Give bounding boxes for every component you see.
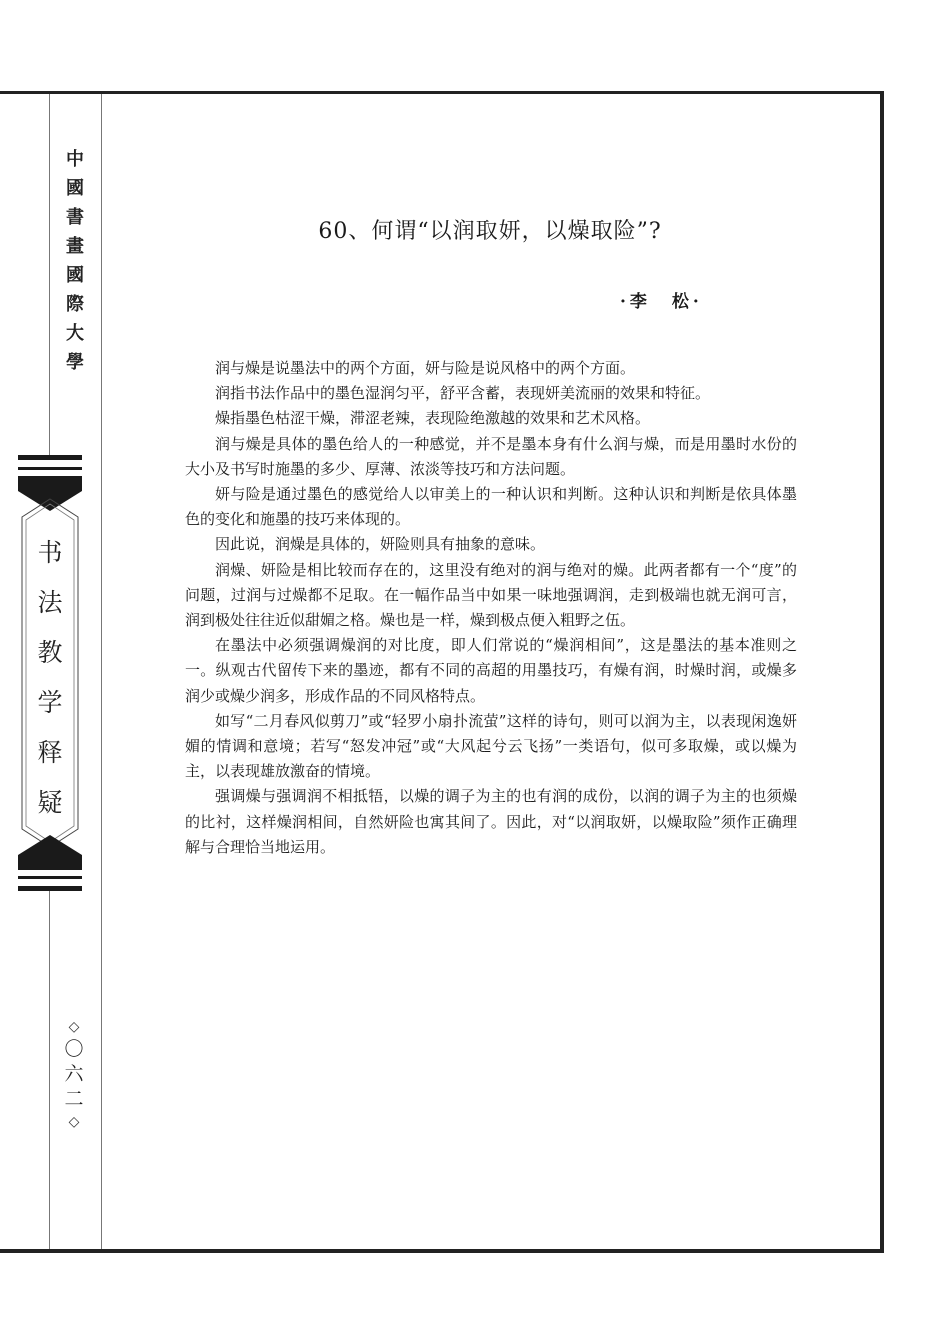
page-number-char: 六 [64,1063,84,1085]
article-author: ·李 松· [620,292,703,312]
paragraph: 润与燥是说墨法中的两个方面，妍与险是说风格中的两个方面。 [215,359,636,377]
diamond-icon: ◇ [68,1114,80,1130]
paragraph: 妍与险是通过墨色的感觉给人以审美上的一种认识和判断。这种认识和判断是依具体墨色的变化和施墨的技巧来体现的。 [185,485,797,529]
series-title-char: 書 [66,207,84,228]
paragraph: 润与燥是具体的墨色给人的一种感觉，并不是墨本身有什么润与燥，而是用墨时水份的大小及书写时施墨的多少、厚薄、浓淡等技巧和方法问题。 [185,434,797,478]
page-frame-right [880,91,884,1253]
page-number-char: 〇 [64,1038,84,1060]
paragraph: 如写“二月春风似剪刀”或“轻罗小扇扑流萤”这样的诗句，则可以润为主，以表现闲逸妍媚的情调和意境；若写“怒发冲冠”或“大风起兮云飞扬”一类语句，似可多取燥，或以燥为主，以表现雄放激奋的情境。 [185,711,797,781]
series-title-char: 大 [66,323,84,344]
series-title-char: 際 [66,294,84,315]
spine-rule-inner [101,94,102,1249]
book-title-ribbon [18,455,82,891]
article-title: 60、何谓“以润取妍，以燥取险”? [318,219,662,244]
series-title-char: 國 [66,178,84,199]
book-title-char: 疑 [37,788,63,817]
series-title-char: 國 [66,265,84,286]
article-body [185,356,797,860]
page-frame-top [0,91,884,94]
series-title-char: 學 [66,352,84,373]
book-title-char: 法 [37,588,63,617]
book-title-char: 书 [37,538,63,567]
series-title [53,145,97,385]
page-frame-bottom [0,1249,884,1253]
paragraph: 因此说，润燥是具体的，妍险则具有抽象的意味。 [215,535,546,554]
diamond-icon: ◇ [68,1019,80,1035]
page-number-char: 二 [64,1088,84,1110]
page-number [56,1017,92,1132]
paragraph: 润燥、妍险是相比较而存在的，这里没有绝对的润与绝对的燥。此两者都有一个“度”的问题，过润与过燥都不足取。在一幅作品当中如果一味地强调润，走到极端也就无润可言，润到极处往往近似甜媚之格。燥也是一样，燥到极点便入粗野之伍。 [185,560,797,630]
paragraph: 强调燥与强调润不相抵牾，以燥的调子为主的也有润的成份，以润的调子为主的也须燥的比衬，这样燥润相间，自然妍险也寓其间了。因此，对“以润取妍，以燥取险”须作正确理解与合理恰当地运用。 [185,787,797,856]
book-title-char: 释 [37,738,63,767]
paragraph: 在墨法中必须强调燥润的对比度，即人们常说的“燥润相间”，这是墨法的基本准则之一。纵观古代留传下来的墨迹，都有不同的高超的用墨技巧，有燥有润，时燥时润，或燥多润少或燥少润多，形成作品的不同风格特点。 [185,636,797,705]
paragraph: 润指书法作品中的墨色湿润匀平，舒平含蓄，表现妍美流丽的效果和特征。 [215,384,711,403]
series-title-char: 中 [66,149,84,170]
book-title-char: 教 [37,638,63,667]
paragraph: 燥指墨色枯涩干燥，滞涩老辣，表现险绝激越的效果和艺术风格。 [215,409,651,428]
book-title-char: 学 [37,688,63,717]
series-title-char: 畫 [66,236,84,257]
